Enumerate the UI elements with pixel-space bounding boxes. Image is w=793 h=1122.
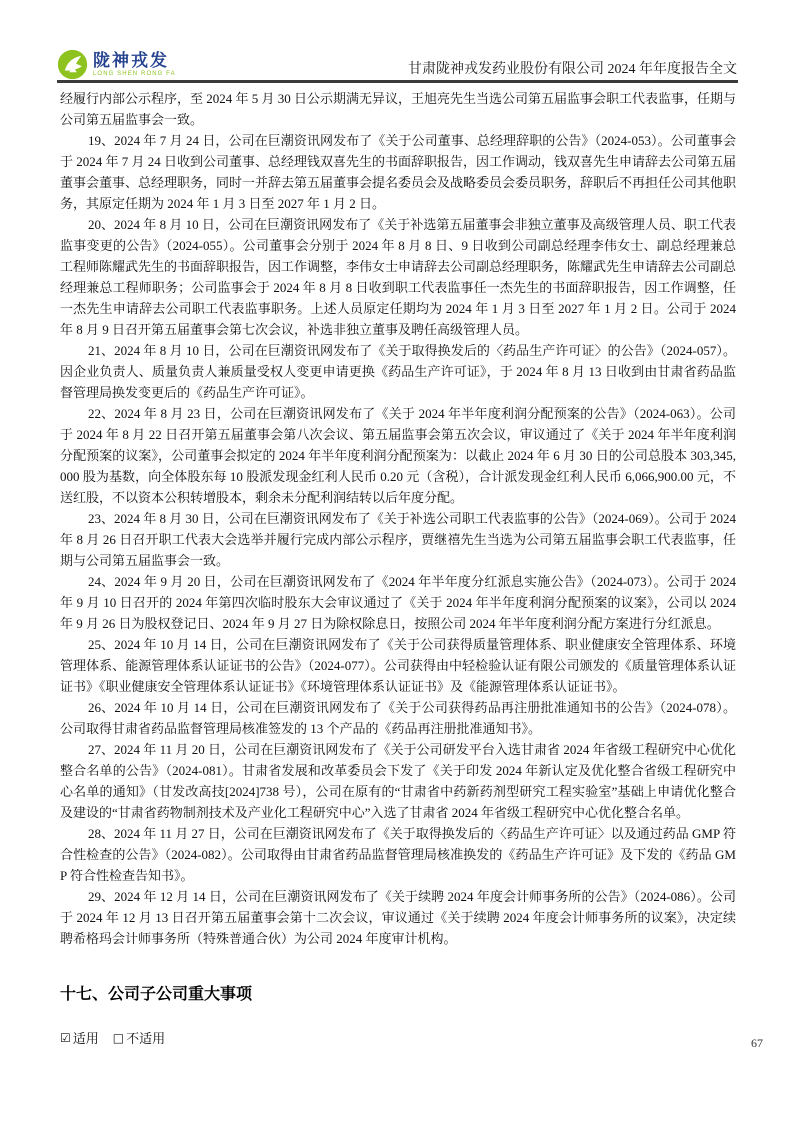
header-divider — [57, 80, 738, 83]
paragraph-item-25: 25、2024 年 10 月 14 日，公司在巨潮资讯网发布了《关于公司获得质量管理体系、职业健康安全管理体系、环境管理体系、能源管理体系认证证书的公告》（2024-077）。公司获得由中轻检验认证有限公司颁发的《质量管理体系认证证书》《职业健康安全管理体系认证证书》《环境管理体系认证证书》及《能源管理体系认证证书》。 — [60, 637, 736, 694]
paragraph-item-20: 20、2024 年 8 月 10 日，公司在巨潮资讯网发布了《关于补选第五届董事会非独立董事及高级管理人员、职工代表监事变更的公告》（2024-055）。公司董事会分别于 2024 年 8 月 8 日、9 日收到公司副总经理李伟女士、副总经理兼总工程师陈耀武先生的书面辞职报告，因工作调整，李伟女士申请辞去公司副总经理职务，陈耀武先生申请辞去公司副总经理兼总工程师职务；公司监事会于 2024 年 8 月 8 日收到职工代表监事任一杰先生的书面辞职报告，因工作调整，任一杰先生申请辞去公司职工代表监事职务。上述人员原定任期均为 2024 年 1 月 3 日至 2027 年 1 月 2 日。公司于 2024 年 8 月 9 日召开第五届董事会第七次会议，补选非独立董事及聘任高级管理人员。 — [60, 217, 737, 337]
page-header — [57, 42, 737, 80]
paragraph-item-21: 21、2024 年 8 月 10 日，公司在巨潮资讯网发布了《关于取得换发后的〈药品生产许可证〉的公告》（2024-057）。因企业负责人、质量负责人兼质量受权人变更申请更换《药品生产许可证》，于 2024 年 8 月 13 日收到由甘肃省药品监督管理局换发变更后的《药品生产许可证》。 — [60, 343, 736, 400]
document-body — [60, 88, 736, 1047]
paragraph-item-28: 28、2024 年 11 月 27 日，公司在巨潮资讯网发布了《关于取得换发后的〈药品生产许可证〉以及通过药品 GMP 符合性检查的公告》（2024-082）。公司取得由甘肃省药品监督管理局核准换发的《药品生产许可证》及下发的《药品 GMP 符合性检查告知书》。 — [60, 826, 736, 883]
section-heading: 十七、公司子公司重大事项 — [60, 986, 253, 1003]
paragraph-item-29: 29、2024 年 12 月 14 日，公司在巨潮资讯网发布了《关于续聘 2024 年度会计师事务所的公告》（2024-086）。公司于 2024 年 12 月 13 日召开第五届董事会第十二次会议，审议通过《关于续聘 2024 年度会计师事务所的议案》，决定续聘希格玛会计师事务所（特殊普通合伙）为公司 2024 年度审计机构。 — [60, 889, 736, 946]
paragraph-item-26: 26、2024 年 10 月 14 日，公司在巨潮资讯网发布了《关于公司获得药品再注册批准通知书的公告》（2024-078）。公司取得甘肃省药品监督管理局核准签发的 13 个产品的《药品再注册批准通知书》。 — [60, 700, 736, 736]
paragraph-item-19: 19、2024 年 7 月 24 日，公司在巨潮资讯网发布了《关于公司董事、总经理辞职的公告》（2024-053）。公司董事会于 2024 年 7 月 24 日收到公司董事、总经理钱双喜先生的书面辞职报告，因工作调动，钱双喜先生申请辞去公司第五届董事会董事、总经理职务，同时一并辞去第五届董事会提名委员会及战略委员会委员职务，辞职后不再担任公司其他职务，其原定任期为 2024 年 1 月 3 日至 2027 年 1 月 2 日。 — [60, 133, 737, 211]
paragraph-item-22: 22、2024 年 8 月 23 日，公司在巨潮资讯网发布了《关于 2024 年半年度利润分配预案的公告》（2024-063）。公司于 2024 年 8 月 22 日召开第五届董事会第八次会议、第五届监事会第五次会议，审议通过了《关于 2024 年半年度利润分配预案的议案》，公司董事会拟定的 2024 年半年度利润分配预案为：以截止 2024 年 6 月 30 日的公司总股本 303,345,000 股为基数，向全体股东每 10 股派发现金红利人民币 0.20 元（含税），合计派发现金红利人民币 6,066,900.00 元，不送红股，不以资本公积转增股本，剩余未分配利润结转以后年度分配。 — [60, 406, 736, 505]
applicable-option — [60, 1028, 99, 1047]
paragraph-continuation: 经履行内部公示程序，至 2024 年 5 月 30 日公示期满无异议，王旭亮先生当选公司第五届监事会职工代表监事，任期与公司第五届监事会一致。 — [60, 91, 737, 127]
applicable-label: 适用 — [72, 1031, 99, 1046]
company-logo — [57, 49, 176, 80]
logo-text-cn: 陇神戎发 — [93, 51, 169, 70]
checked-checkbox-icon: ☑ — [60, 1030, 71, 1045]
paragraph-item-23: 23、2024 年 8 月 30 日，公司在巨潮资讯网发布了《关于补选公司职工代表监事的公告》（2024-069）。公司于 2024 年 8 月 26 日召开职工代表大会选举并履行完成内部公示程序，贾继禧先生当选为公司第五届监事会职工代表监事，任期与公司第五届监事会一致。 — [60, 511, 736, 568]
paragraph-item-24: 24、2024 年 9 月 20 日，公司在巨潮资讯网发布了《2024 年半年度分红派息实施公告》（2024-073）。公司于 2024 年 9 月 10 日召开的 2024 年第四次临时股东大会审议通过了《关于 2024 年半年度利润分配预案的议案》，公司以 2024 年 9 月 26 日为股权登记日、2024 年 9 月 27 日为除权除息日，按照公司 2024 年半年度利润分配方案进行分红派息。 — [60, 574, 736, 631]
page-number: 67 — [751, 1036, 763, 1050]
logo-text — [93, 52, 176, 77]
logo-text-en: LONG SHEN RONG FA — [93, 71, 176, 77]
bird-logo-icon — [57, 49, 88, 80]
document-title: 甘肃陇神戎发药业股份有限公司 2024 年年度报告全文 — [408, 62, 737, 77]
not-applicable-label: 不适用 — [126, 1031, 166, 1046]
unchecked-checkbox-icon: □ — [112, 1030, 125, 1045]
applicability-row — [60, 1028, 736, 1047]
not-applicable-option — [113, 1028, 165, 1047]
paragraph-item-27: 27、2024 年 11 月 20 日，公司在巨潮资讯网发布了《关于公司研发平台入选甘肃省 2024 年省级工程研究中心优化整合名单的公告》（2024-081）。甘肃省发展和改革委员会下发了《关于印发 2024 年新认定及优化整合省级工程研究中心名单的通知》（甘发改高技[2024]738 号），公司在原有的“甘肃省中药新药剂型研究工程实验室”基础上申请优化整合及建设的“甘肃省药物制剂技术及产业化工程研究中心”入选了甘肃省 2024 年省级工程研究中心优化整合名单。 — [60, 742, 736, 820]
